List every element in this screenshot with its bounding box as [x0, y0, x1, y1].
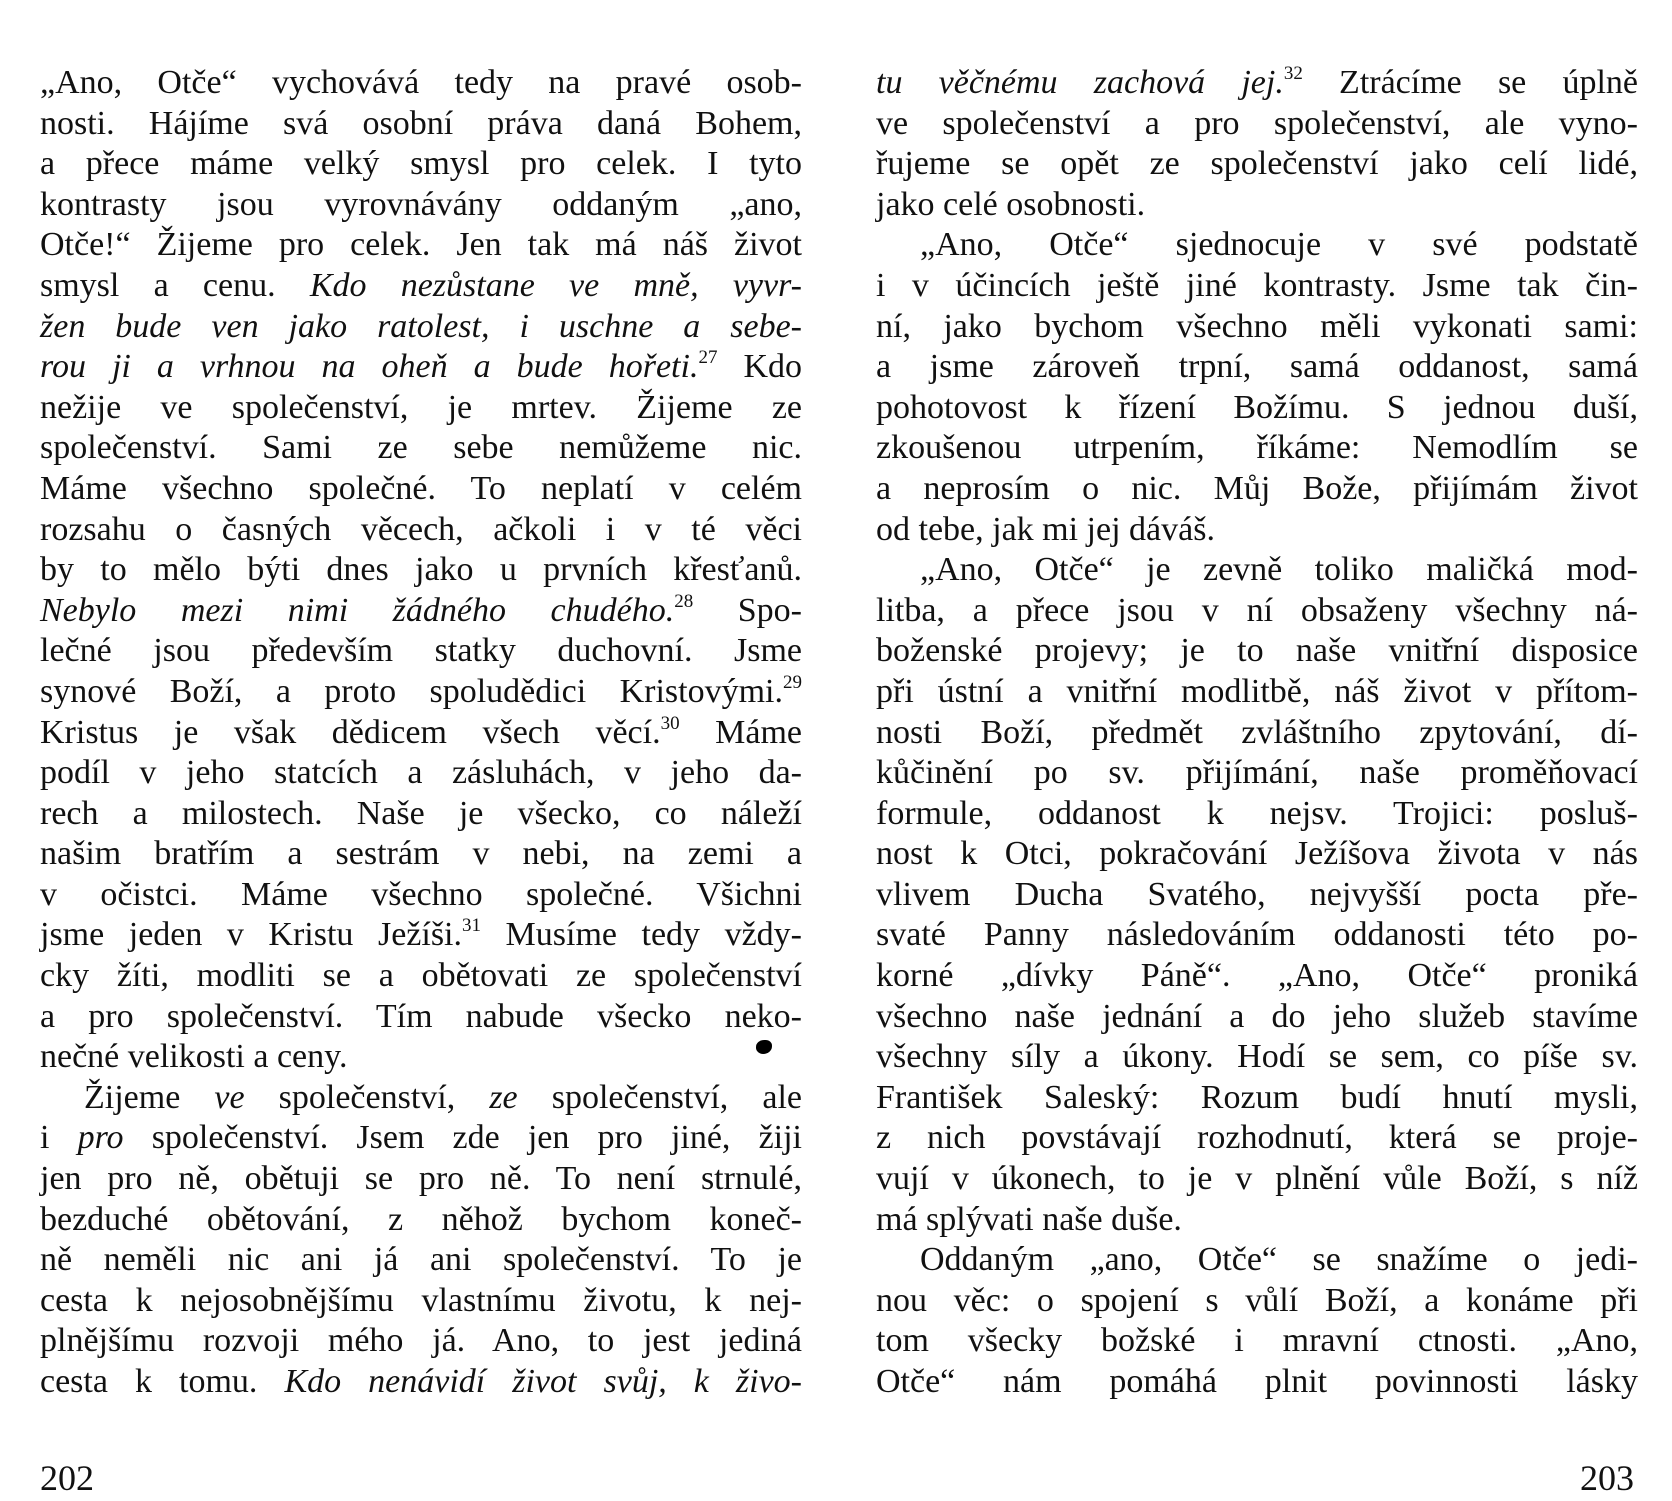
- text-segment: Musíme tedy vždy-: [481, 916, 802, 954]
- text-segment: a neprosím o nic. Můj Bože, přijímám život: [876, 469, 1638, 507]
- text-line: [40, 1118, 802, 1159]
- text-segment: Kdo: [717, 348, 803, 386]
- text-segment: formule, oddanost k nejsv. Trojici: posluš-: [876, 794, 1638, 832]
- text-line: [40, 510, 802, 551]
- text-line: [40, 591, 802, 632]
- text-segment: společenství. Jsem zde jen pro jiné, žiji: [123, 1119, 802, 1157]
- text-line: [40, 834, 802, 875]
- text-line: [40, 1240, 802, 1281]
- text-segment: nou věc: o spojení s vůlí Boží, a konáme při: [876, 1281, 1638, 1319]
- text-segment: Oddaným „ano, Otče“ se snažíme o jedi-: [920, 1241, 1638, 1279]
- text-segment: i: [40, 1119, 78, 1157]
- footnote-ref: 30: [660, 712, 680, 734]
- text-segment: má splývati naše duše.: [876, 1200, 1182, 1238]
- text-line: [876, 672, 1638, 713]
- text-segment: Otče“ nám pomáhá plnit povinnosti lásky: [876, 1363, 1638, 1400]
- text-segment: Žijeme: [84, 1078, 215, 1116]
- text-line: [876, 794, 1638, 835]
- text-segment: lečné jsou především statky duchovní. Jsme: [40, 632, 802, 670]
- text-segment: „Ano, Otče“ vychovává tedy na pravé osob-: [40, 64, 802, 101]
- text-line: [40, 428, 802, 469]
- italic-quote: pro: [77, 1119, 124, 1157]
- text-segment: nežije ve společenství, je mrtev. Žijeme ze: [40, 388, 802, 426]
- text-segment: v očistci. Máme všechno společné. Všichni: [40, 875, 802, 913]
- text-segment: by to mělo býti dnes jako u prvních křesťanů.: [40, 551, 802, 589]
- text-line: [40, 307, 802, 348]
- text-segment: bezduché obětování, z něhož bychom koneč-: [40, 1200, 802, 1238]
- text-segment: ve společenství a pro společenství, ale vyno-: [876, 104, 1638, 142]
- text-line: [876, 388, 1638, 429]
- text-segment: rech a milostech. Naše je všecko, co náleží: [40, 794, 802, 832]
- text-line: [876, 266, 1638, 307]
- text-line: [876, 144, 1638, 185]
- text-line: [876, 1159, 1638, 1200]
- text-line: [40, 104, 802, 145]
- text-segment: litba, a přece jsou v ní obsaženy všechny ná-: [876, 591, 1638, 629]
- text-line: [876, 550, 1638, 591]
- footnote-ref: 28: [674, 590, 694, 612]
- text-line: [40, 753, 802, 794]
- text-line: [876, 875, 1638, 916]
- text-segment: svaté Panny následováním oddanosti této po-: [876, 916, 1638, 954]
- text-line: [876, 225, 1638, 266]
- text-line: [40, 1037, 802, 1078]
- text-segment: jako celé osobnosti.: [876, 185, 1146, 223]
- text-line: [40, 1281, 802, 1322]
- text-line: [40, 1078, 802, 1119]
- text-segment: Otče!“ Žijeme pro celek. Jen tak má náš život: [40, 226, 802, 264]
- text-segment: cesta k tomu.: [40, 1363, 285, 1400]
- text-segment: vlivem Ducha Svatého, nejvyšší pocta pře-: [876, 875, 1638, 913]
- text-line: [876, 469, 1638, 510]
- text-segment: plnějšímu rozvoji mého já. Ano, to jest jediná: [40, 1322, 802, 1360]
- text-segment: jen pro ně, obětuji se pro ně. To není strnulé,: [40, 1160, 802, 1198]
- text-line: [40, 713, 802, 754]
- text-line: [876, 631, 1638, 672]
- text-segment: všechny síly a úkony. Hodí se sem, co píše sv.: [876, 1038, 1638, 1076]
- text-line: [40, 550, 802, 591]
- text-segment: cky žíti, modliti se a obětovati ze společenství: [40, 957, 802, 995]
- text-segment: Spo-: [693, 591, 803, 629]
- text-line: [40, 347, 802, 388]
- text-segment: ně neměli nic ani já ani společenství. To je: [40, 1241, 802, 1279]
- text-segment: Ztrácíme se úplně: [1302, 64, 1639, 101]
- text-line: [40, 915, 802, 956]
- footnote-ref: 29: [783, 671, 802, 693]
- text-line: [40, 997, 802, 1038]
- text-segment: „Ano, Otče“ sjednocuje v své podstatě: [920, 226, 1638, 264]
- text-line: [876, 753, 1638, 794]
- text-segment: „Ano, Otče“ je zevně toliko maličká mod-: [920, 551, 1638, 589]
- text-segment: a přece máme velký smysl pro celek. I tyto: [40, 145, 802, 183]
- text-segment: od tebe, jak mi jej dáváš.: [876, 510, 1215, 548]
- italic-quote: ze: [489, 1078, 518, 1116]
- text-line: [40, 631, 802, 672]
- text-line: [876, 915, 1638, 956]
- footnote-ref: 31: [462, 915, 481, 937]
- italic-quote: tu věčnému zachová jej.: [876, 64, 1284, 101]
- text-segment: vují v úkonech, to je v plnění vůle Boží, s níž: [876, 1160, 1638, 1198]
- text-line: [876, 1200, 1638, 1241]
- text-line: [40, 875, 802, 916]
- italic-quote: Kdo nezůstane ve mně, vyvr-: [309, 266, 802, 304]
- text-line: [40, 144, 802, 185]
- text-line: [40, 956, 802, 997]
- text-segment: řujeme se opět ze společenství jako celí lidé,: [876, 145, 1638, 183]
- text-line: [40, 185, 802, 226]
- text-segment: společenství. Sami ze sebe nemůžeme nic.: [40, 429, 802, 467]
- text-line: [40, 225, 802, 266]
- text-line: [40, 794, 802, 835]
- italic-quote: Kdo nenávidí život svůj, k živo-: [284, 1363, 803, 1400]
- italic-quote: rou ji a vrhnou na oheň a bude hořeti.: [40, 348, 699, 386]
- text-segment: korné „dívky Páně“. „Ano, Otče“ proniká: [876, 957, 1638, 995]
- text-segment: nosti Boží, předmět zvláštního zpytování, dí-: [876, 713, 1638, 751]
- text-segment: společenství,: [244, 1078, 490, 1116]
- text-line: [40, 266, 802, 307]
- text-line: [876, 1240, 1638, 1281]
- page-number-left: 202: [40, 1458, 94, 1498]
- text-segment: nečné velikosti a ceny.: [40, 1038, 348, 1076]
- text-line: [876, 997, 1638, 1038]
- text-line: [876, 63, 1638, 104]
- text-segment: Kristus je však dědicem všech věcí.: [40, 713, 661, 751]
- text-segment: a pro společenství. Tím nabude všecko neko-: [40, 997, 802, 1035]
- text-line: [40, 672, 802, 713]
- text-segment: boženské projevy; je to naše vnitřní disposice: [876, 632, 1638, 670]
- text-line: [876, 1362, 1638, 1403]
- text-segment: nost k Otci, pokračování Ježíšova života v nás: [876, 835, 1638, 873]
- right-page-text: [876, 63, 1638, 1403]
- text-segment: Máme: [679, 713, 803, 751]
- text-segment: kůčinění po sv. přijímání, naše proměňovací: [876, 754, 1638, 792]
- text-segment: všechno naše jednání a do jeho služeb stavíme: [876, 997, 1638, 1035]
- text-segment: pohotovost k řízení Božímu. S jednou duší,: [876, 388, 1638, 426]
- text-segment: Máme všechno společné. To neplatí v celém: [40, 469, 802, 507]
- page-number-right: 203: [1580, 1458, 1634, 1498]
- text-line: [40, 1200, 802, 1241]
- text-line: [876, 834, 1638, 875]
- text-segment: podíl v jeho statcích a zásluhách, v jeho da-: [40, 754, 802, 792]
- text-segment: nosti. Hájíme svá osobní práva daná Bohem,: [40, 104, 802, 142]
- text-line: [40, 388, 802, 429]
- text-segment: jsme jeden v Kristu Ježíši.: [40, 916, 462, 954]
- text-line: [876, 104, 1638, 145]
- text-segment: kontrasty jsou vyrovnávány oddaným „ano,: [40, 185, 802, 223]
- text-line: [876, 1321, 1638, 1362]
- text-line: [876, 428, 1638, 469]
- text-line: [876, 1118, 1638, 1159]
- text-segment: i v účincích ještě jiné kontrasty. Jsme tak čin-: [876, 266, 1638, 304]
- text-segment: František Saleský: Rozum budí hnutí mysli,: [876, 1078, 1638, 1116]
- text-line: [40, 1159, 802, 1200]
- text-line: [876, 1078, 1638, 1119]
- text-line: [876, 185, 1638, 226]
- text-line: [40, 1362, 802, 1403]
- footnote-ref: 27: [698, 346, 718, 368]
- text-segment: našim bratřím a sestrám v nebi, na zemi a: [40, 835, 802, 873]
- text-line: [40, 469, 802, 510]
- text-segment: z nich povstávají rozhodnutí, která se proje-: [876, 1119, 1638, 1157]
- footnote-ref: 32: [1283, 62, 1303, 84]
- text-line: [876, 307, 1638, 348]
- text-segment: společenství, ale: [517, 1078, 803, 1116]
- text-line: [876, 1037, 1638, 1078]
- italic-quote: Nebylo mezi nimi žádného chudého.: [40, 591, 675, 629]
- text-segment: synové Boží, a proto spoludědici Kristovými.: [40, 672, 783, 710]
- text-segment: při ústní a vnitřní modlitbě, náš život v přítom-: [876, 672, 1638, 710]
- left-page-text: [40, 63, 802, 1403]
- text-segment: smysl a cenu.: [40, 266, 310, 304]
- text-line: [876, 1281, 1638, 1322]
- italic-quote: žen bude ven jako ratolest, i uschne a sebe-: [40, 307, 802, 345]
- text-line: [876, 510, 1638, 551]
- text-segment: rozsahu o časných věcech, ačkoli i v té věci: [40, 510, 802, 548]
- text-line: [876, 713, 1638, 754]
- text-segment: zkoušenou utrpením, říkáme: Nemodlím se: [876, 429, 1638, 467]
- text-line: [40, 1321, 802, 1362]
- text-line: [876, 591, 1638, 632]
- text-segment: tom všecky božské i mravní ctnosti. „Ano,: [876, 1322, 1638, 1360]
- text-line: [876, 956, 1638, 997]
- italic-quote: ve: [214, 1078, 245, 1116]
- text-segment: ní, jako bychom všechno měli vykonati sami:: [876, 307, 1638, 345]
- text-segment: a jsme zároveň trpní, samá oddanost, samá: [876, 348, 1638, 386]
- text-line: [876, 347, 1638, 388]
- text-line: [40, 63, 802, 104]
- text-segment: cesta k nejosobnějšímu vlastnímu životu, k nej-: [40, 1281, 802, 1319]
